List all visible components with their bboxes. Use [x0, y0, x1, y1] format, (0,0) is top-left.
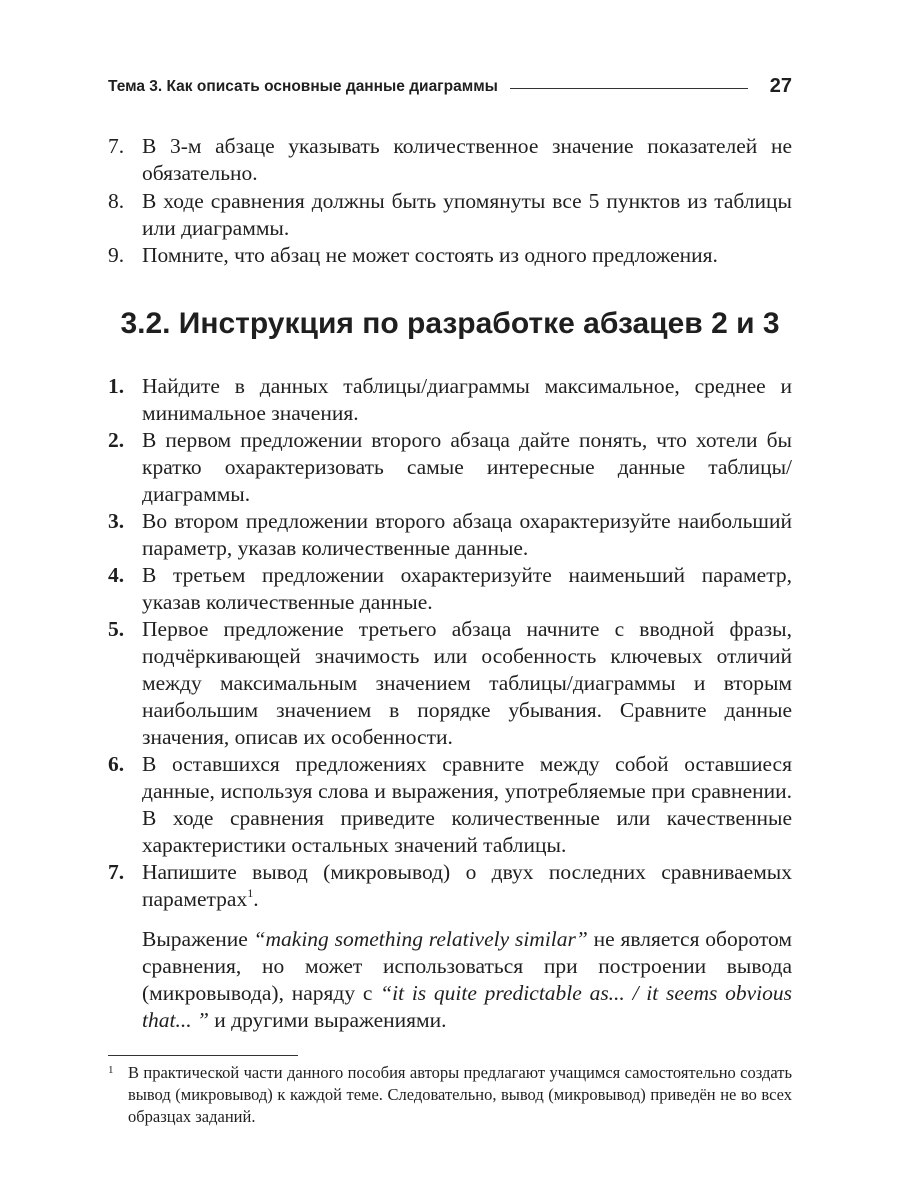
item-number: 3.	[108, 509, 125, 533]
note-example: “making something relatively similar”	[253, 927, 588, 951]
item-text: В ходе сравнения должны быть упомянуты все 5 пунктов из таблицы или диаграммы.	[142, 189, 792, 240]
note-example: “it is quite predictable as... / it seems obvious that... ”	[142, 981, 792, 1032]
page-number: 27	[769, 75, 792, 97]
item-number: 4.	[108, 563, 125, 587]
note-text: не является оборотом сравнения, но может использоваться при построении вывода (микровывода), наряду с	[142, 927, 792, 1005]
item-number: 1.	[108, 374, 125, 398]
item-number: 7.	[108, 134, 125, 158]
item-text: В первом предложении второго абзаца дайте понять, что хотели бы кратко охарактеризовать самые интересные данные таблицы/диаграммы.	[142, 428, 792, 506]
item-text: Во втором предложении второго абзаца охарактеризуйте наибольший параметр, указав количественные данные.	[142, 509, 792, 560]
running-head	[108, 72, 792, 104]
item-number: 7.	[108, 860, 125, 884]
note-text: и другими выражениями.	[208, 1008, 447, 1032]
footnote-text: В практической части данного пособия авторы предлагают учащимся самостоятельно создать вывод (микровывод) к каждой теме. Следовательно, вывод (микровывод) приведён не во всех образцах заданий.	[128, 1063, 792, 1126]
item-number: 9.	[108, 243, 125, 267]
chapter-title: Тема 3. Как описать основные данные диаграммы	[108, 78, 498, 95]
item-number: 6.	[108, 752, 125, 776]
item-text: В 3-м абзаце указывать количественное значение показателей не обязательно.	[142, 134, 792, 185]
item-number: 2.	[108, 428, 125, 452]
item-text: Помните, что абзац не может состоять из одного предложения.	[142, 243, 718, 267]
footnote-rule	[108, 1055, 298, 1056]
note-text: Выражение	[142, 927, 254, 951]
item-text: В оставшихся предложениях сравните между собой оставшиеся данные, используя слова и выражения, употребляемые при сравнении. В ходе сравнения приведите количественные или качественные характеристики остальных значений таблицы.	[142, 752, 792, 857]
item-number: 8.	[108, 189, 125, 213]
item-number: 5.	[108, 617, 125, 641]
footnote-mark: 1	[108, 1064, 114, 1076]
item-text: Напишите вывод (микровывод) о двух последних сравниваемых параметрах$^1$.	[142, 860, 792, 911]
item-text: Найдите в данных таблицы/диаграммы максимальное, среднее и минимальное значения.	[142, 374, 792, 425]
note-paragraph	[142, 926, 792, 1034]
footnote-reference: 1	[247, 885, 254, 900]
item-text-content: Напишите вывод (микровывод) о двух последних сравниваемых параметрах	[142, 860, 792, 911]
section-heading: 3.2. Инструкция по разработке абзацев 2 и 3	[120, 307, 780, 340]
header-rule	[510, 88, 748, 89]
item-text: В третьем предложении охарактеризуйте наименьший параметр, указав количественные данные.	[142, 563, 792, 614]
item-text: Первое предложение третьего абзаца начните с вводной фразы, подчёркивающей значимость или особенность ключевых отличий между максимальным значением таблицы/диаграммы и вторым наибольшим значением в порядке убывания. Сравните данные значения, описав их особенности.	[142, 617, 792, 749]
